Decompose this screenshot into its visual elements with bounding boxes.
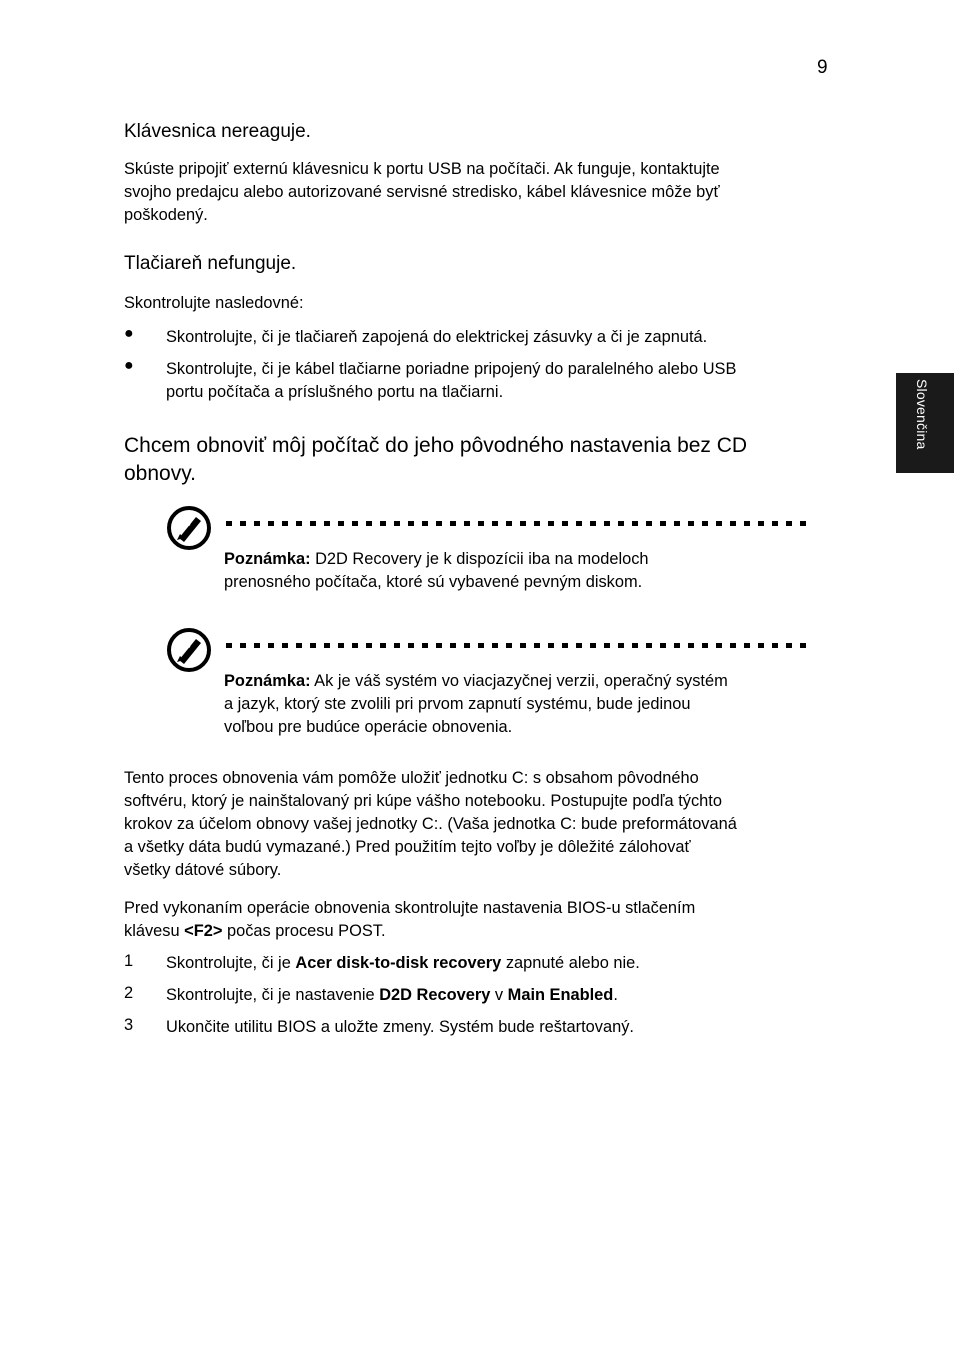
step-text: Ukončite utilitu BIOS a uložte zmeny. Systém bude reštartovaný. (166, 1018, 634, 1036)
step-bold: Main Enabled (507, 986, 614, 1004)
note-1-line-2: prenosného počítača, ktoré sú vybavené pevným diskom. (224, 573, 643, 591)
note-divider (226, 521, 810, 526)
step-3 (166, 1016, 856, 1039)
step-text: Skontrolujte, či je (166, 954, 296, 972)
printer-intro: Skontrolujte nasledovné: (124, 294, 304, 312)
keyboard-line-2: svojho predajcu alebo autorizované servisné stredisko, kábel klávesnice môže byť (124, 183, 720, 201)
restore-heading-line-2: obnovy. (124, 462, 196, 485)
step-1 (166, 952, 856, 975)
page-number: 9 (817, 57, 828, 78)
printer-bullet-1: Skontrolujte, či je tlačiareň zapojená do elektrickej zásuvky a či je zapnutá. (166, 328, 708, 346)
note-2-line-2: a jazyk, ktorý ste zvolili pri prvom zapnutí systému, bude jedinou (224, 695, 691, 713)
step-number: 1 (124, 952, 134, 970)
step-text: Skontrolujte, či je nastavenie (166, 986, 380, 1004)
step-text: v (490, 986, 508, 1004)
note-2-text (224, 670, 804, 739)
paragraph-line: všetky dátové súbory. (124, 861, 282, 879)
restore-paragraph-2 (124, 897, 814, 943)
step-text: zapnuté alebo nie. (501, 954, 640, 972)
keyboard-line-1: Skúste pripojiť externú klávesnicu k portu USB na počítači. Ak funguje, kontaktujte (124, 160, 720, 178)
keyboard-paragraph (124, 158, 814, 227)
paragraph-line: softvéru, ktorý je nainštalovaný pri kúpe vášho notebooku. Postupujte podľa týchto (124, 792, 722, 810)
note-1-line-1: D2D Recovery je k dispozícii iba na modeloch (310, 550, 649, 568)
keyboard-line-3: poškodený. (124, 206, 208, 224)
restore-heading (124, 432, 814, 488)
step-number: 2 (124, 984, 134, 1002)
note-1-text (224, 548, 804, 594)
step-bold: D2D Recovery (379, 986, 491, 1004)
note-2-line-3: voľbou pre budúce operácie obnovenia. (224, 718, 513, 736)
printer-heading: Tlačiareň nefunguje. (124, 253, 297, 274)
paragraph-text: klávesu (124, 922, 185, 940)
restore-heading-line-1: Chcem obnoviť môj počítač do jeho pôvodného nastavenia bez CD (124, 434, 748, 457)
printer-bullet-2-line-1: Skontrolujte, či je kábel tlačiarne poriadne pripojený do paralelného alebo USB (166, 360, 737, 378)
printer-bullet-2-line-2: portu počítača a príslušného portu na tlačiarni. (166, 383, 504, 401)
printer-bullet-2 (166, 358, 856, 404)
step-number: 3 (124, 1016, 134, 1034)
bullet-dot: ● (124, 357, 134, 374)
note-divider (226, 643, 810, 648)
note-pencil-icon (166, 505, 212, 551)
bullet-dot: ● (124, 325, 134, 342)
key-f2: <F2> (184, 922, 223, 940)
language-tab-label: Slovenčina (914, 379, 930, 450)
step-text: . (613, 986, 618, 1004)
language-side-tab (896, 373, 954, 473)
paragraph-line: krokov za účelom obnovy vašej jednotky C:. (Vaša jednotka C: bude preformátovaná (124, 815, 737, 833)
note-pencil-icon (166, 627, 212, 673)
paragraph-line: Tento proces obnovenia vám pomôže uložiť jednotku C: s obsahom pôvodného (124, 769, 699, 787)
restore-paragraph-1 (124, 767, 814, 882)
note-1-label: Poznámka: (224, 550, 311, 568)
paragraph-text: počas procesu POST. (222, 922, 386, 940)
paragraph-line: a všetky dáta budú vymazané.) Pred použitím tejto voľby je dôležité zálohovať (124, 838, 691, 856)
note-2-label: Poznámka: (224, 672, 311, 690)
paragraph-line: Pred vykonaním operácie obnovenia skontrolujte nastavenia BIOS-u stlačením (124, 899, 696, 917)
step-bold: Acer disk-to-disk recovery (295, 954, 502, 972)
step-2 (166, 984, 856, 1007)
note-2-line-1: Ak je váš systém vo viacjazyčnej verzii, operačný systém (310, 672, 728, 690)
keyboard-heading: Klávesnica nereaguje. (124, 121, 311, 142)
